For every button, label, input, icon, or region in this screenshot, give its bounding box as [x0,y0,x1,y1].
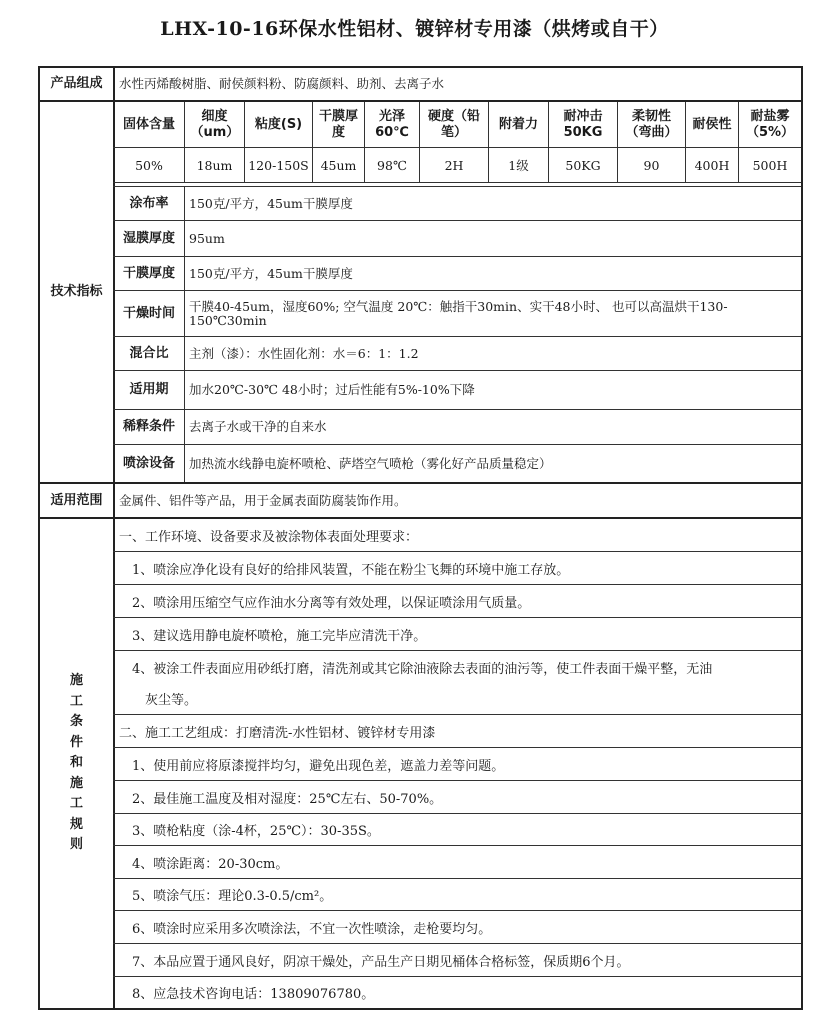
prop-header-impact: 耐冲击50KG [563,108,603,140]
instruction-line: 8、应急技术咨询电话：13809076780。 [119,986,375,1002]
spec-value-dry-film: 150克/平方，45um干膜厚度 [189,265,353,281]
instruction-line: 3、建议选用静电旋杯喷枪，施工完毕应清洗干净。 [119,628,427,644]
prop-header-hardness: 硬度（铅笔） [427,108,480,140]
instruction-line: 2、最佳施工温度及相对湿度：25℃左右、50-70%。 [119,791,443,807]
instruction-line: 2、喷涂用压缩空气应作油水分离等有效处理，以保证喷涂用气质量。 [119,595,531,611]
spec-value-coverage: 150克/平方，45um干膜厚度 [189,195,353,211]
spec-label-pot-life: 适用期 [129,382,169,397]
spec-value-mix-ratio: 主剂（漆）：水性固化剂：水＝6：1：1.2 [189,345,419,361]
prop-value-dry-film: 45um [320,157,357,173]
tech-label: 技术指标 [50,284,103,299]
prop-value-flexibility: 90 [643,157,660,173]
prop-value-gloss: 98℃ [377,157,407,173]
instruction-line: 6、喷涂时应采用多次喷涂法，不宜一次性喷涂，走枪要均匀。 [119,921,492,937]
instruction-line: 一、工作环境、设备要求及被涂物体表面处理要求： [119,529,419,545]
spec-value-dilution: 去离子水或干净的自来水 [189,419,327,434]
prop-value-fineness: 18um [196,157,233,173]
prop-header-flexibility: 柔韧性（弯曲） [625,108,678,140]
scope-value: 金属件、铝件等产品，用于金属表面防腐装饰作用。 [119,492,407,508]
prop-value-impact: 50KG [565,157,601,173]
prop-header-fineness: 细度（um） [190,108,240,140]
spec-label-dilution: 稀释条件 [122,419,175,434]
instruction-line: 5、喷涂气压：理论0.3-0.5/cm²。 [119,888,333,904]
prop-header-adhesion: 附着力 [498,116,538,132]
composition-label: 产品组成 [50,76,103,91]
prop-value-adhesion: 1级 [508,158,529,173]
instruction-line: 4、喷涂距离：20-30cm。 [119,856,289,872]
prop-value-hardness: 2H [444,157,464,173]
spec-sheet [38,66,803,1010]
instruction-line: 1、喷涂应净化设有良好的给排风装置，不能在粉尘飞舞的环境中施工存放。 [119,562,570,578]
instruction-line: 1、使用前应将原漆搅拌均匀，避免出现色差，遮盖力差等问题。 [119,758,505,774]
prop-value-salt-spray: 500H [752,157,788,173]
prop-header-weather: 耐侯性 [692,116,732,132]
instruction-line: 7、本品应置于通风良好，阴凉干燥处，产品生产日期见桶体合格标签，保质期6个月。 [119,954,630,970]
prop-header-gloss: 光泽60℃ [375,108,409,140]
scope-label: 适用范围 [50,492,103,508]
spec-value-wet-film: 95um [189,230,225,246]
prop-header-dry-film: 干膜厚度 [318,108,358,140]
prop-header-salt-spray: 耐盐雾（5%） [745,108,795,140]
instruction-line: 4、被涂工件表面应用砂纸打磨，清洗剂或其它除油液除去表面的油污等，使工件表面干燥平整，无油 [119,661,713,677]
prop-value-weather: 400H [694,157,730,173]
spec-label-wet-film: 湿膜厚度 [122,230,175,246]
construction-label: 施 工 条 件 和 施 工 规 则 [69,673,83,853]
spec-label-spray-equipment: 喷涂设备 [122,455,175,471]
spec-label-dry-film: 干膜厚度 [122,265,175,281]
spec-label-mix-ratio: 混合比 [129,345,169,361]
spec-value-pot-life: 加水20℃-30℃ 48小时；过后性能有5%-10%下降 [189,382,475,397]
prop-header-solid-content: 固体含量 [122,116,175,132]
spec-label-drying-time: 干燥时间 [122,305,175,321]
spec-label-coverage: 涂布率 [129,195,169,211]
spec-value-spray-equipment: 加热流水线静电旋杯喷枪、萨塔空气喷枪（雾化好产品质量稳定） [189,455,552,471]
instruction-line: 二、施工工艺组成：打磨清洗-水性铝材、镀锌材专用漆 [119,725,436,741]
prop-value-viscosity: 120-150S [248,157,309,173]
prop-header-viscosity: 粘度(S) [254,116,303,132]
instruction-line: 3、喷枪粘度（涂-4杯，25℃）：30-35S。 [119,823,380,839]
prop-value-solid-content: 50% [135,157,163,173]
composition-value: 水性丙烯酸树脂、耐侯颜料粉、防腐颜料、助剂、去离子水 [119,76,445,91]
spec-value-drying-time: 干膜40-45um，湿度60%; 空气温度 20℃：触指干30min、实干48小时、 也可以高温烘干130-150℃30min [189,298,728,328]
page-title: LHX-10-16环保水性铝材、镀锌材专用漆（烘烤或自干） [160,18,669,40]
instruction-line: 灰尘等。 [119,692,198,708]
